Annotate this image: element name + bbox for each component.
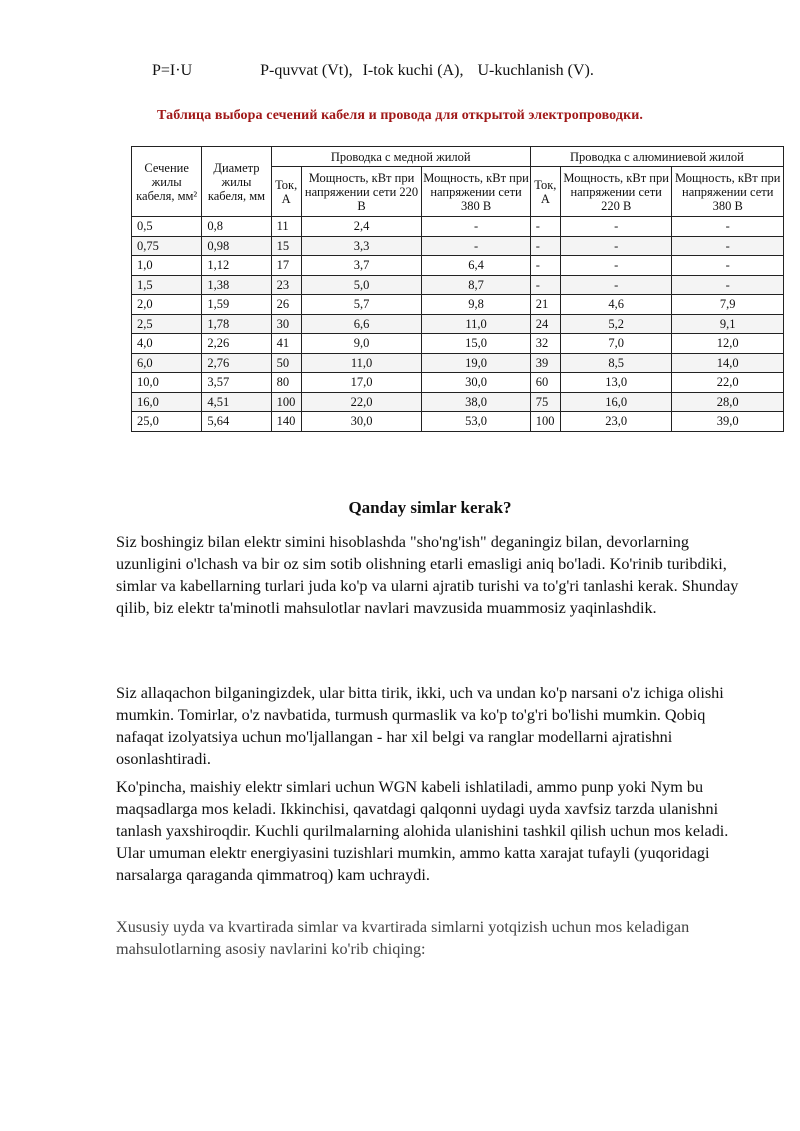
- cell-section: 10,0: [132, 373, 202, 393]
- cell-copper-current: 50: [271, 353, 301, 373]
- cell-aluminum-power-220: -: [560, 256, 672, 276]
- cell-aluminum-power-380: 39,0: [672, 412, 784, 432]
- cell-copper-power-380: 6,4: [422, 256, 531, 276]
- header-copper-current: Ток, А: [271, 167, 301, 217]
- cell-copper-power-220: 2,4: [301, 217, 422, 237]
- table-row: [132, 236, 784, 256]
- cell-aluminum-power-220: 4,6: [560, 295, 672, 315]
- cell-section: 2,5: [132, 314, 202, 334]
- cell-aluminum-current: 32: [530, 334, 560, 354]
- section-heading: Qanday simlar kerak?: [348, 498, 512, 517]
- table-row: [132, 275, 784, 295]
- cell-copper-power-380: 19,0: [422, 353, 531, 373]
- cell-copper-power-380: -: [422, 217, 531, 237]
- cell-copper-current: 26: [271, 295, 301, 315]
- cell-section: 2,0: [132, 295, 202, 315]
- cell-diameter: 0,8: [202, 217, 271, 237]
- table-row: [132, 373, 784, 393]
- cell-aluminum-current: 39: [530, 353, 560, 373]
- cell-section: 0,5: [132, 217, 202, 237]
- table-row: [132, 353, 784, 373]
- cell-copper-power-220: 9,0: [301, 334, 422, 354]
- cell-aluminum-current: 24: [530, 314, 560, 334]
- formula-i-definition: I-tok kuchi (A),: [362, 62, 464, 79]
- cell-copper-power-220: 5,0: [301, 275, 422, 295]
- table-row: [132, 334, 784, 354]
- cell-aluminum-power-380: -: [672, 256, 784, 276]
- paragraph-2: Siz allaqachon bilganingizdek, ular bitta tirik, ikki, uch va undan ko'p narsani o'z ichiga olishi mumkin. Tomirlar, o'z navbatida, turmush qurmaslik va ko'p to'g'ri bo'lishi mumkin. Qobiq nafaqat izolyatsiya uchun mo'ljallangan - har xil belgi va ranglar modellarni ajratishni osonlashtiradi.: [116, 684, 724, 768]
- cell-diameter: 2,76: [202, 353, 271, 373]
- cell-copper-power-380: -: [422, 236, 531, 256]
- cell-aluminum-power-220: 23,0: [560, 412, 672, 432]
- cell-copper-current: 41: [271, 334, 301, 354]
- cell-copper-power-380: 38,0: [422, 392, 531, 412]
- cell-copper-power-220: 17,0: [301, 373, 422, 393]
- cell-section: 1,0: [132, 256, 202, 276]
- table-title: Таблица выбора сечений кабеля и провода для открытой электропроводки.: [157, 108, 643, 123]
- table-row: [132, 217, 784, 237]
- cell-aluminum-current: -: [530, 256, 560, 276]
- cable-section-table: [131, 146, 784, 432]
- cell-copper-power-220: 3,3: [301, 236, 422, 256]
- header-section: Сечение жилы кабеля, мм²: [132, 147, 202, 217]
- cell-aluminum-current: -: [530, 217, 560, 237]
- paragraph-4: Xususiy uyda va kvartirada simlar va kvartirada simlarni yotqizish uchun mos keladigan mahsulotlarning asosiy navlarini ko'rib chiqing:: [116, 918, 690, 958]
- cell-diameter: 1,38: [202, 275, 271, 295]
- cell-aluminum-power-220: -: [560, 236, 672, 256]
- cell-section: 25,0: [132, 412, 202, 432]
- cell-copper-power-220: 3,7: [301, 256, 422, 276]
- cell-copper-power-380: 11,0: [422, 314, 531, 334]
- cell-copper-current: 100: [271, 392, 301, 412]
- cell-copper-current: 80: [271, 373, 301, 393]
- cell-copper-current: 23: [271, 275, 301, 295]
- cell-aluminum-power-380: -: [672, 275, 784, 295]
- cell-aluminum-power-220: 5,2: [560, 314, 672, 334]
- cell-section: 1,5: [132, 275, 202, 295]
- cell-copper-current: 17: [271, 256, 301, 276]
- paragraph-3: Ko'pincha, maishiy elektr simlari uchun WGN kabeli ishlatiladi, ammo punp yoki Nym bu maqsadlarga mos keladi. Ikkinchisi, qavatdagi qalqonni uydagi uyda xavfsiz tarzda ulanishni tanlash yaxshiroqdir. Kuchli qurilmalarning alohida ulanishini tashkil qilish uchun mos keladi. Ular umuman elektr energiyasini tuzishlari mumkin, ammo katta xarajat tufayli (yuqoridagi narsalarga qaraganda qimmatroq) kam uchraydi.: [116, 778, 729, 884]
- cell-section: 4,0: [132, 334, 202, 354]
- paragraph-1: Siz boshingiz bilan elektr simini hisoblashda "sho'ng'ish" deganingiz bilan, devorlarning uzunligini o'lchash va bir oz sim sotib olishning etarli emasligi aniq bo'ladi. Ko'rinib turibdiki, simlar va kabellarning turlari juda ko'p va ularni ajratib turishi va to'g'ri tanlashi kerak. Shunday qilib, biz elektr ta'minotli mahsulotlar navlari mavzusida muammosiz yaqinlashdik.: [116, 533, 739, 617]
- cell-aluminum-power-380: 12,0: [672, 334, 784, 354]
- cell-diameter: 4,51: [202, 392, 271, 412]
- header-copper-group: Проводка с медной жилой: [271, 147, 530, 167]
- cell-section: 6,0: [132, 353, 202, 373]
- cell-aluminum-power-380: 7,9: [672, 295, 784, 315]
- cell-aluminum-power-380: -: [672, 217, 784, 237]
- cell-diameter: 5,64: [202, 412, 271, 432]
- cell-aluminum-current: 100: [530, 412, 560, 432]
- cell-aluminum-current: 21: [530, 295, 560, 315]
- table-row: [132, 392, 784, 412]
- cell-diameter: 1,59: [202, 295, 271, 315]
- cell-aluminum-power-380: 28,0: [672, 392, 784, 412]
- table-row: [132, 295, 784, 315]
- cell-copper-power-220: 5,7: [301, 295, 422, 315]
- cell-diameter: 1,12: [202, 256, 271, 276]
- header-copper-power-380: Мощность, кВт при напряжении сети 380 В: [422, 167, 531, 217]
- cell-copper-power-380: 53,0: [422, 412, 531, 432]
- table-row: [132, 314, 784, 334]
- cell-section: 0,75: [132, 236, 202, 256]
- header-aluminum-power-380: Мощность, кВт при напряжении сети 380 В: [672, 167, 784, 217]
- cell-copper-power-380: 15,0: [422, 334, 531, 354]
- header-copper-power-220: Мощность, кВт при напряжении сети 220 В: [301, 167, 422, 217]
- cell-aluminum-power-380: -: [672, 236, 784, 256]
- cell-copper-power-220: 11,0: [301, 353, 422, 373]
- cell-copper-power-220: 22,0: [301, 392, 422, 412]
- formula-p-definition: P-quvvat (Vt),: [260, 62, 353, 79]
- header-aluminum-power-220: Мощность, кВт при напряжении сети 220 В: [560, 167, 672, 217]
- cell-copper-current: 30: [271, 314, 301, 334]
- cell-diameter: 2,26: [202, 334, 271, 354]
- cell-aluminum-current: 60: [530, 373, 560, 393]
- cell-copper-current: 15: [271, 236, 301, 256]
- cell-copper-power-380: 9,8: [422, 295, 531, 315]
- cell-aluminum-power-380: 14,0: [672, 353, 784, 373]
- cell-copper-current: 140: [271, 412, 301, 432]
- cell-aluminum-power-220: -: [560, 275, 672, 295]
- cell-aluminum-power-220: 8,5: [560, 353, 672, 373]
- cell-copper-current: 11: [271, 217, 301, 237]
- cell-copper-power-380: 30,0: [422, 373, 531, 393]
- cell-diameter: 0,98: [202, 236, 271, 256]
- cell-diameter: 1,78: [202, 314, 271, 334]
- table-row: [132, 412, 784, 432]
- formula-expression: P=I·U: [152, 62, 193, 79]
- cell-diameter: 3,57: [202, 373, 271, 393]
- header-diameter: Диаметр жилы кабеля, мм: [202, 147, 271, 217]
- cell-aluminum-power-380: 22,0: [672, 373, 784, 393]
- cell-aluminum-power-220: 13,0: [560, 373, 672, 393]
- header-aluminum-group: Проводка с алюминиевой жилой: [530, 147, 783, 167]
- cell-copper-power-220: 30,0: [301, 412, 422, 432]
- header-aluminum-current: Ток, А: [530, 167, 560, 217]
- cell-aluminum-current: -: [530, 275, 560, 295]
- table-row: [132, 256, 784, 276]
- cell-aluminum-power-220: 7,0: [560, 334, 672, 354]
- cell-aluminum-current: -: [530, 236, 560, 256]
- cell-aluminum-current: 75: [530, 392, 560, 412]
- cell-aluminum-power-380: 9,1: [672, 314, 784, 334]
- cell-copper-power-220: 6,6: [301, 314, 422, 334]
- cell-section: 16,0: [132, 392, 202, 412]
- formula-u-definition: U-kuchlanish (V).: [477, 62, 594, 79]
- cell-copper-power-380: 8,7: [422, 275, 531, 295]
- power-formula: [152, 62, 594, 80]
- cell-aluminum-power-220: 16,0: [560, 392, 672, 412]
- cell-aluminum-power-220: -: [560, 217, 672, 237]
